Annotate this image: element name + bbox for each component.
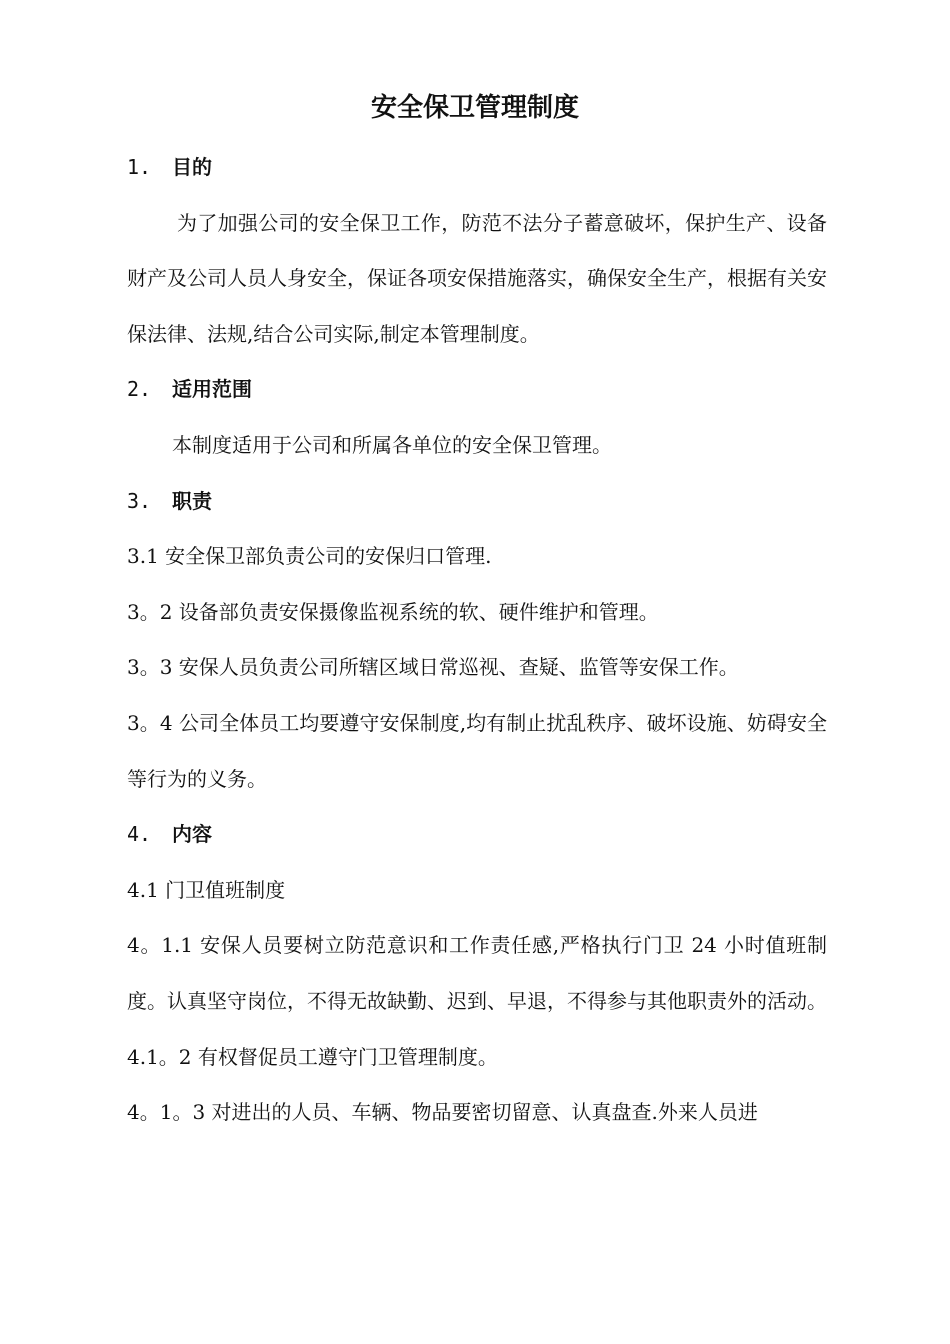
section-title: 职责 <box>172 488 212 513</box>
section-heading-content <box>127 807 827 863</box>
content-item: 4。1.1 安保人员要树立防范意识和工作责任感,严格执行门卫 24 小时值班制度。认真坚守岗位，不得无故缺勤、迟到、早退，不得参与其他职责外的活动。 <box>127 933 827 1013</box>
content-subheading: 4.1 门卫值班制度 <box>127 877 286 902</box>
duty-item: 3.1 安全保卫部负责公司的安保归口管理. <box>127 544 492 569</box>
document-body <box>127 140 827 1141</box>
content-item: 4。1。3 对进出的人员、车辆、物品要密切留意、认真盘查.外来人员进 <box>127 1100 758 1125</box>
section-number: 1. <box>127 155 152 179</box>
document-title: 安全保卫管理制度 <box>370 93 579 123</box>
section-title: 内容 <box>172 822 212 847</box>
duty-item: 3。2 设备部负责安保摄像监视系统的软、硬件维护和管理。 <box>127 599 659 624</box>
section-number: 2. <box>127 377 152 402</box>
section-number: 4. <box>127 822 152 847</box>
duty-item: 3。3 安保人员负责公司所辖区域日常巡视、查疑、监管等安保工作。 <box>127 655 739 680</box>
scope-paragraph: 本制度适用于公司和所属各单位的安全保卫管理。 <box>172 432 612 457</box>
section-title: 目的 <box>172 155 212 179</box>
section-title: 适用范围 <box>172 377 252 402</box>
section-heading-purpose <box>127 140 827 196</box>
section-number: 3. <box>127 488 152 513</box>
section-heading-scope <box>127 362 827 418</box>
duty-item: 3。4 公司全体员工均要遵守安保制度,均有制止扰乱秩序、破坏设施、妨碍安全等行为的义务。 <box>127 710 827 791</box>
content-item: 4.1。2 有权督促员工遵守门卫管理制度。 <box>127 1044 498 1069</box>
purpose-paragraph: 为了加强公司的安全保卫工作，防范不法分子蓄意破坏，保护生产、设备财产及公司人员人身安全，保证各项安保措施落实，确保安全生产，根据有关安保法律、法规,结合公司实际,制定本管理制度。 <box>127 210 827 346</box>
section-heading-duties <box>127 474 827 530</box>
